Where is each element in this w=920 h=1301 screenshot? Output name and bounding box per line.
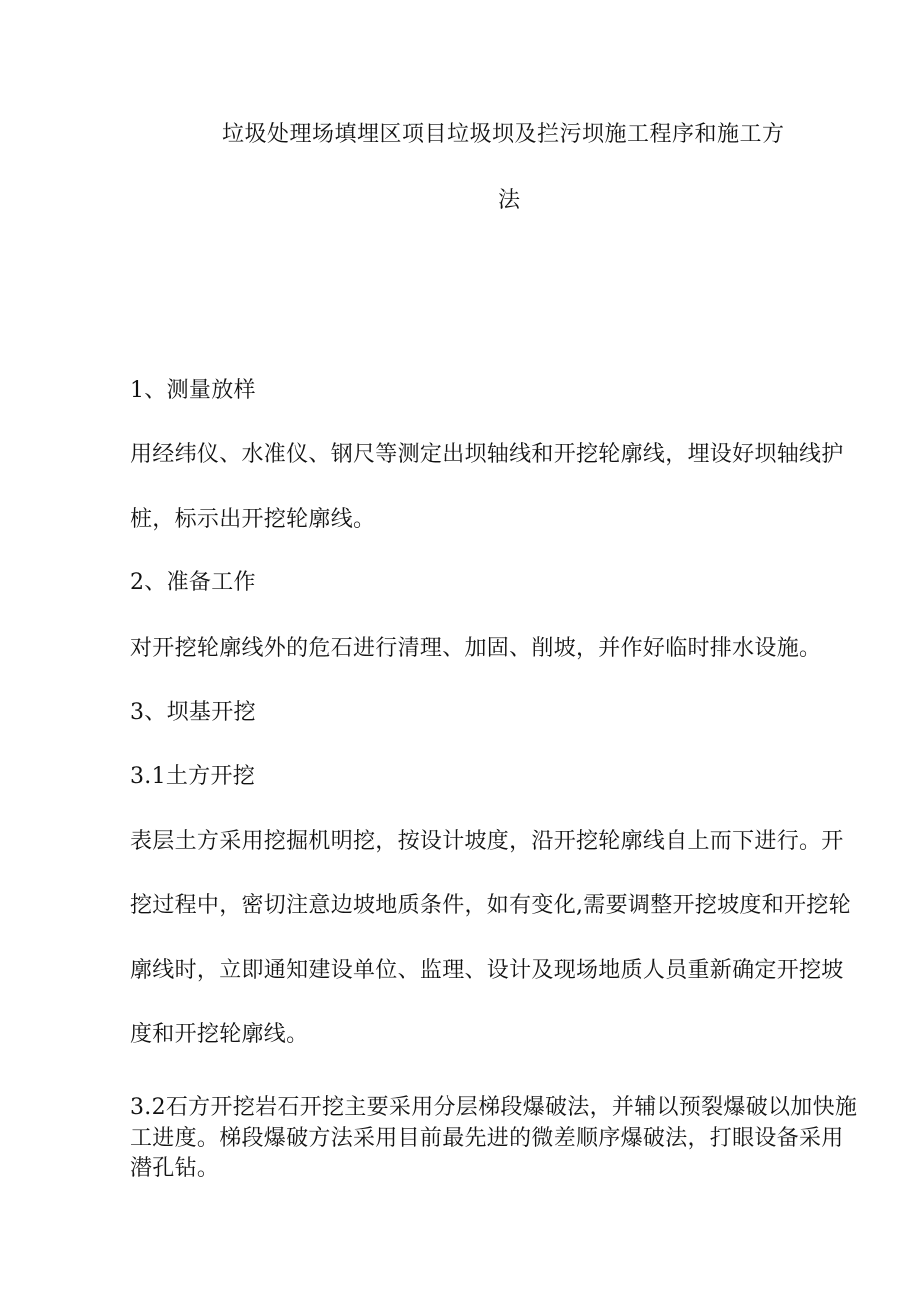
paragraph-earthwork-line-2: 挖过程中，密切注意边坡地质条件，如有变化,需要调整开挖坡度和开挖轮 — [130, 893, 851, 918]
paragraph-survey-line-1: 用经纬仪、水准仪、钢尺等测定出坝轴线和开挖轮廓线，埋设好坝轴线护 — [130, 442, 844, 467]
document-title-line-1: 垃圾处理场填埋区项目垃圾坝及拦污坝施工程序和施工方 — [222, 122, 785, 147]
paragraph-preparation: 对开挖轮廓线外的危石进行清理、加固、削坡，并作好临时排水设施。 — [130, 636, 822, 661]
paragraph-rock-excavation-line-1: 3.2石方开挖岩石开挖主要采用分层梯段爆破法，并辅以预裂爆破以加快施 — [130, 1095, 858, 1120]
paragraph-survey-line-2: 桩，标示出开挖轮廓线。 — [130, 507, 376, 532]
section-heading-preparation: 2、准备工作 — [130, 570, 256, 595]
paragraph-earthwork-line-4: 度和开挖轮廓线。 — [130, 1022, 309, 1047]
document-title-line-2: 法 — [498, 188, 521, 213]
section-heading-excavation: 3、坝基开挖 — [130, 700, 256, 725]
paragraph-earthwork-line-3: 廓线时，立即通知建设单位、监理、设计及现场地质人员重新确定开挖坡 — [130, 958, 844, 983]
paragraph-earthwork-line-1: 表层土方采用挖掘机明挖，按设计坡度，沿开挖轮廓线自上而下进行。开 — [130, 829, 844, 854]
subsection-heading-earthwork: 3.1土方开挖 — [130, 764, 256, 789]
section-heading-survey: 1、测量放样 — [130, 378, 256, 403]
paragraph-rock-excavation-line-3: 潜孔钻。 — [130, 1156, 220, 1181]
paragraph-rock-excavation-line-2: 工进度。梯段爆破方法采用目前最先进的微差顺序爆破法，打眼设备采用 — [130, 1126, 844, 1151]
